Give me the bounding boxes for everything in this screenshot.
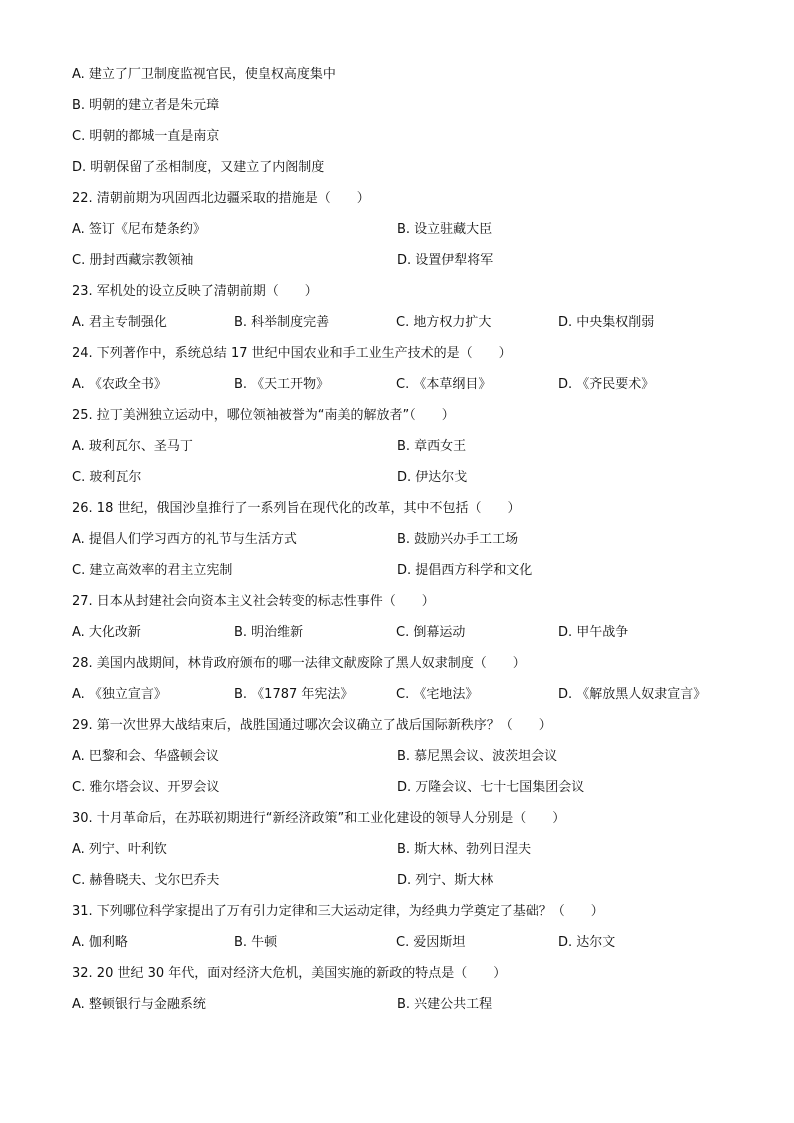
question-stem: 22. 清朝前期为巩固西北边疆采取的措施是（ ） [72,191,370,206]
answer-option: C. 赫鲁晓夫、戈尔巴乔夫 [72,873,220,888]
answer-option: A. 君主专制强化 [72,315,167,330]
answer-option: B. 《1787 年宪法》 [234,687,354,702]
answer-option: D. 达尔文 [558,935,616,950]
question-stem: 23. 军机处的设立反映了清朝前期（ ） [72,284,318,299]
answer-option: C. 地方权力扩大 [396,315,492,330]
answer-option: C. 建立高效率的君主立宪制 [72,563,233,578]
answer-option: B. 《天工开物》 [234,377,330,392]
answer-option: A. 建立了厂卫制度监视官民，使皇权高度集中 [72,67,336,82]
answer-option: B. 慕尼黑会议、波茨坦会议 [397,749,558,764]
option-row [72,529,732,560]
option-row [72,374,732,405]
option-row [72,95,732,126]
answer-option: D. 《齐民要术》 [558,377,655,392]
answer-option: A. 伽利略 [72,935,128,950]
question-stem: 29. 第一次世界大战结束后，战胜国通过哪次会议确立了战后国际新秩序？（ ） [72,718,552,733]
answer-option: B. 科举制度完善 [234,315,330,330]
answer-option: A. 《独立宣言》 [72,687,167,702]
question-stem: 31. 下列哪位科学家提出了万有引力定律和三大运动定律，为经典力学奠定了基础？（ ） [72,904,604,919]
answer-option: C. 《宅地法》 [396,687,479,702]
answer-option: D. 《解放黑人奴隶宣言》 [558,687,707,702]
option-row [72,622,732,653]
question-stem: 32. 20 世纪 30 年代，面对经济大危机，美国实施的新政的特点是（ ） [72,966,507,981]
answer-option: B. 设立驻藏大臣 [397,222,493,237]
answer-option: B. 斯大林、勃列日涅夫 [397,842,532,857]
answer-option: B. 牛顿 [234,935,278,950]
answer-option: D. 甲午战争 [558,625,629,640]
exam-page [72,64,732,1025]
answer-option: D. 明朝保留了丞相制度，又建立了内阁制度 [72,160,325,175]
answer-option: C. 雅尔塔会议、开罗会议 [72,780,220,795]
answer-option: A. 提倡人们学习西方的礼节与生活方式 [72,532,297,547]
answer-option: D. 列宁、斯大林 [397,873,494,888]
answer-option: C. 爱因斯坦 [396,935,466,950]
answer-option: D. 万隆会议、七十七国集团会议 [397,780,585,795]
option-row [72,250,732,281]
option-row [72,312,732,343]
answer-option: C. 倒幕运动 [396,625,466,640]
answer-option: C. 册封西藏宗教领袖 [72,253,194,268]
answer-option: A. 玻利瓦尔、圣马丁 [72,439,193,454]
answer-option: B. 兴建公共工程 [397,997,493,1012]
option-row [72,64,732,95]
answer-option: B. 章西女王 [397,439,467,454]
option-row [72,436,732,467]
option-row [72,777,732,808]
answer-option: D. 提倡西方科学和文化 [397,563,533,578]
answer-option: B. 明治维新 [234,625,304,640]
answer-option: A. 巴黎和会、华盛顿会议 [72,749,219,764]
answer-option: D. 中央集权削弱 [558,315,655,330]
answer-option: D. 伊达尔戈 [397,470,468,485]
question-stem: 26. 18 世纪，俄国沙皇推行了一系列旨在现代化的改革，其中不包括（ ） [72,501,521,516]
answer-option: A. 列宁、叶利钦 [72,842,167,857]
option-row [72,560,732,591]
question-stem: 25. 拉丁美洲独立运动中，哪位领袖被誉为“南美的解放者”（ ） [72,408,455,423]
answer-option: C. 玻利瓦尔 [72,470,142,485]
question-stem: 27. 日本从封建社会向资本主义社会转变的标志性事件（ ） [72,594,435,609]
answer-option: C. 明朝的都城一直是南京 [72,129,220,144]
answer-option: A. 《农政全书》 [72,377,167,392]
answer-option: A. 整顿银行与金融系统 [72,997,206,1012]
answer-option: D. 设置伊犁将军 [397,253,494,268]
option-row [72,994,732,1025]
option-row [72,157,732,188]
option-row [72,839,732,870]
option-row [72,219,732,250]
option-row [72,684,732,715]
answer-option: B. 鼓励兴办手工工场 [397,532,519,547]
answer-option: C. 《本草纲目》 [396,377,492,392]
question-stem: 28. 美国内战期间，林肯政府颁布的哪一法律文献废除了黑人奴隶制度（ ） [72,656,526,671]
answer-option: A. 大化改新 [72,625,141,640]
option-row [72,932,732,963]
answer-option: B. 明朝的建立者是朱元璋 [72,98,220,113]
question-stem: 24. 下列著作中，系统总结 17 世纪中国农业和手工业生产技术的是（ ） [72,346,512,361]
question-stem: 30. 十月革命后，在苏联初期进行“新经济政策”和工业化建设的领导人分别是（ ） [72,811,566,826]
answer-option: A. 签订《尼布楚条约》 [72,222,206,237]
option-row [72,126,732,157]
option-row [72,467,732,498]
option-row [72,746,732,777]
option-row [72,870,732,901]
